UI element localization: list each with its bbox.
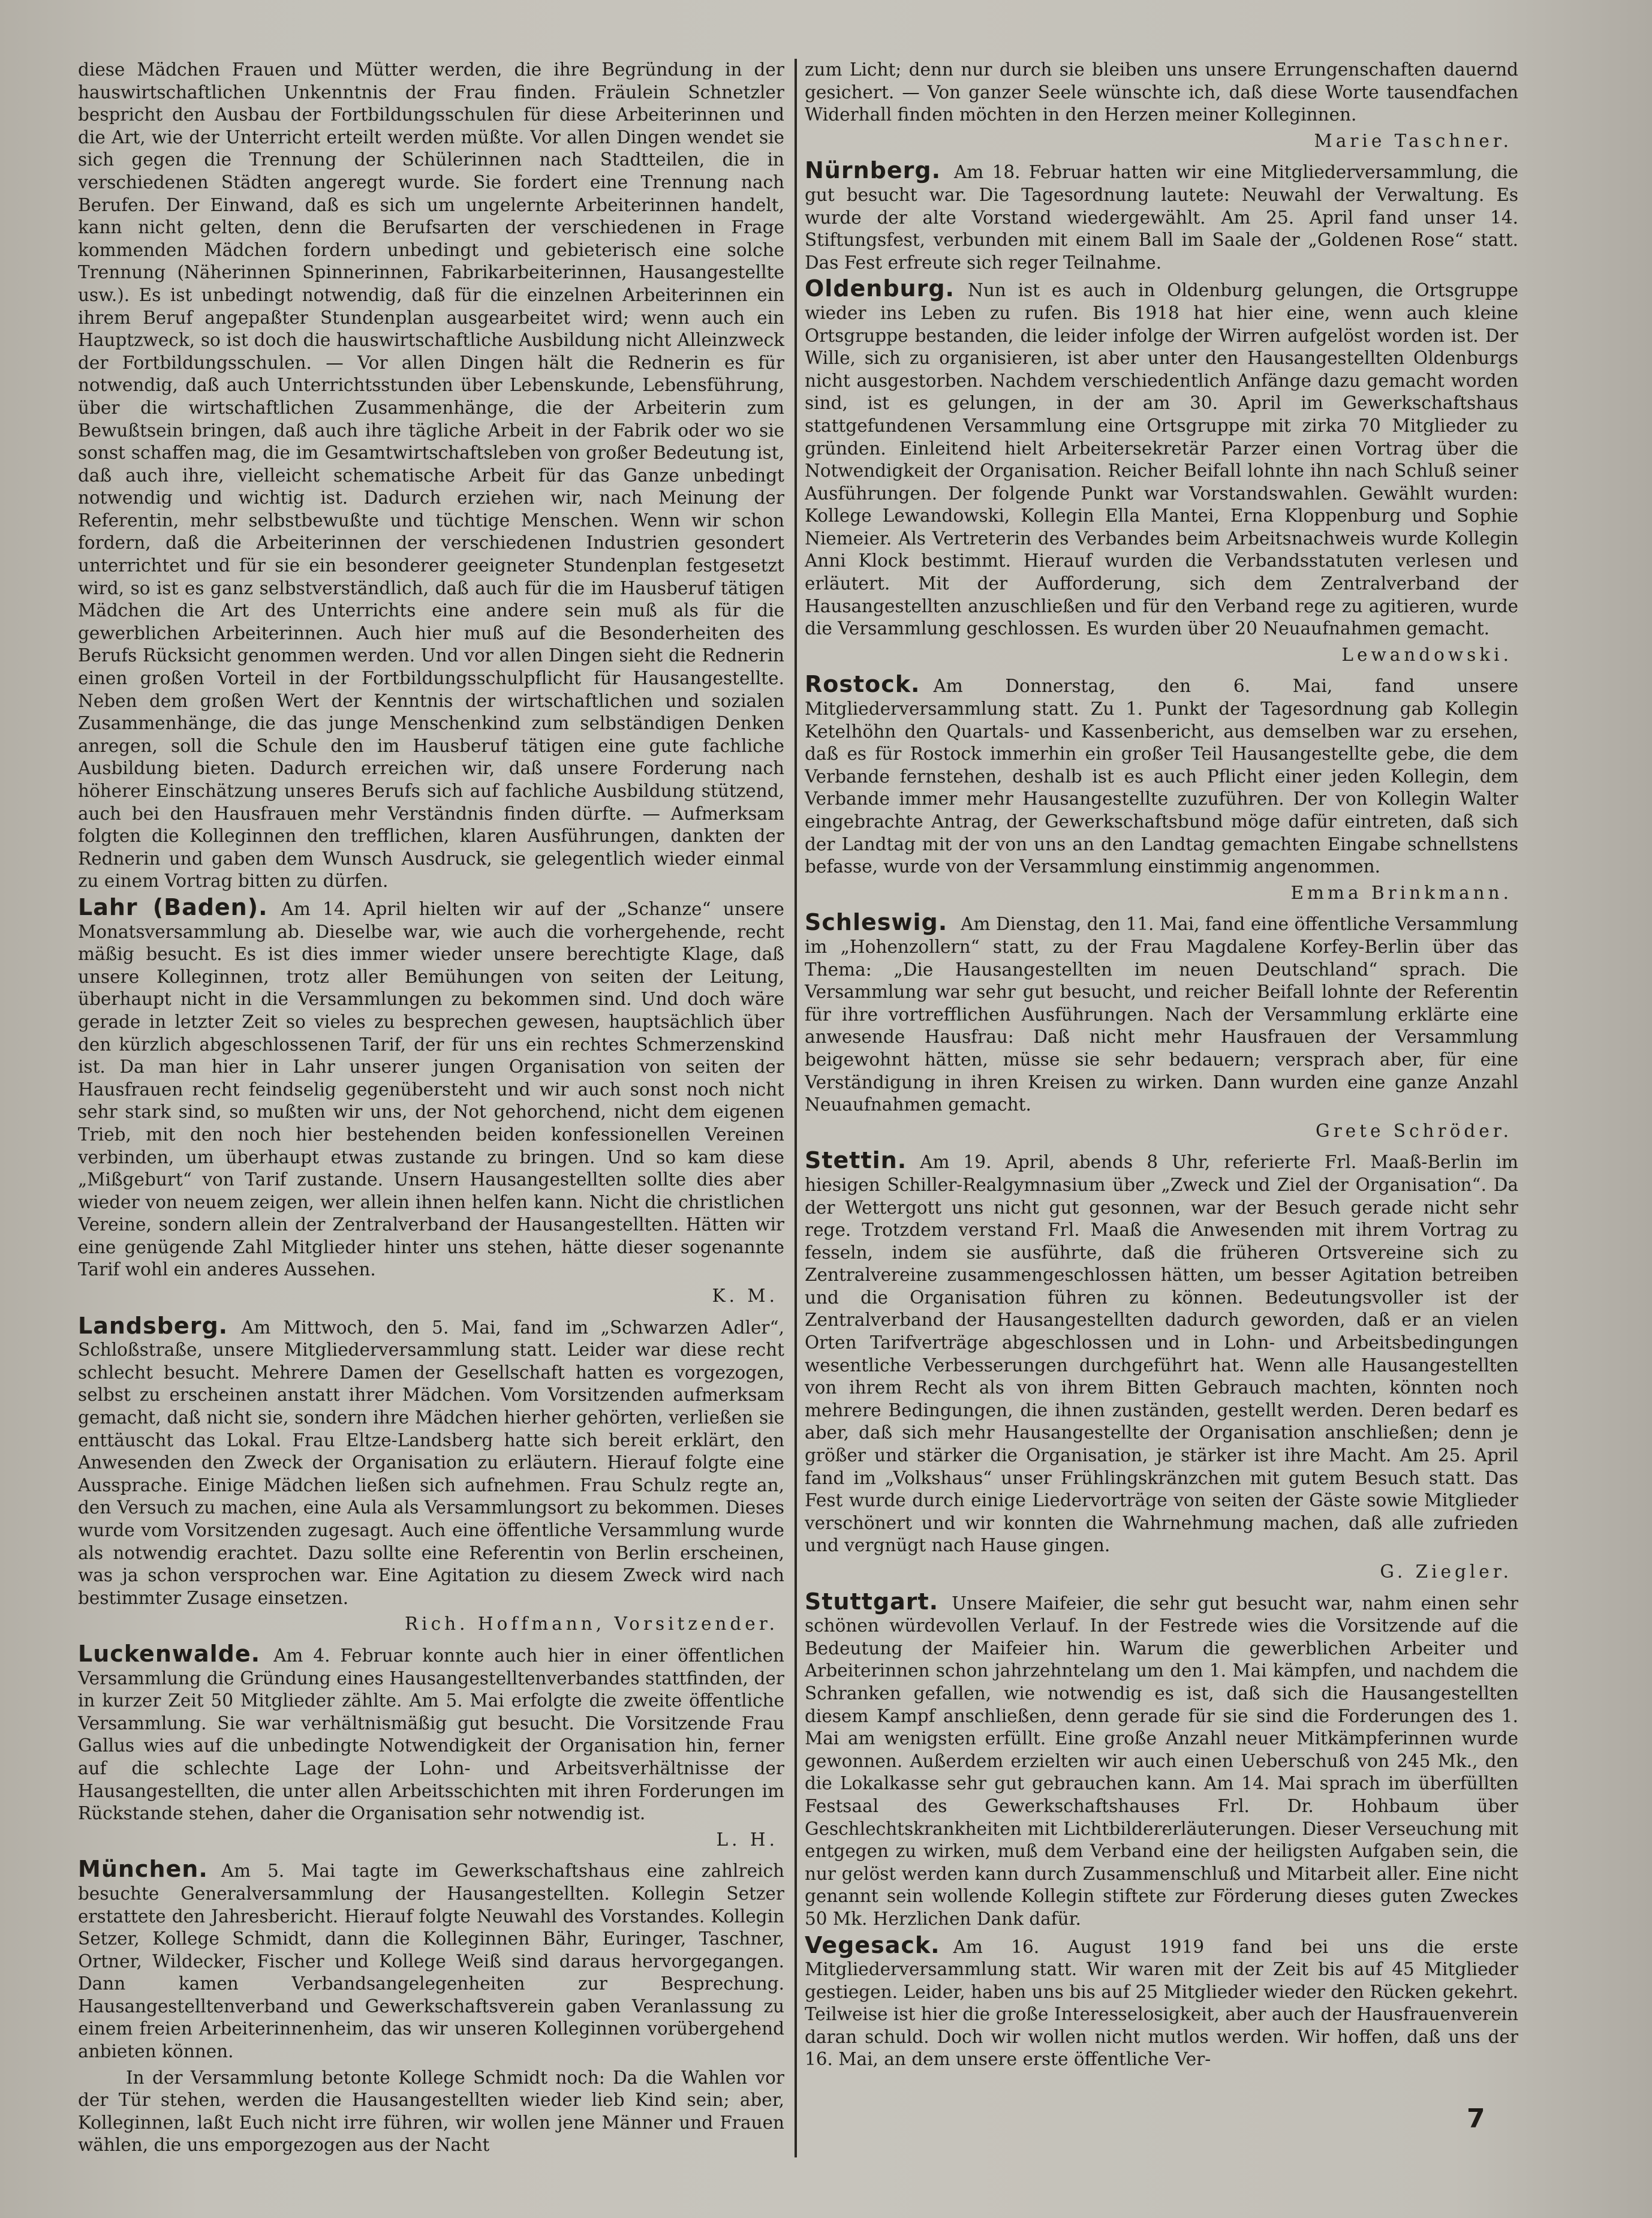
report-signature: G. Ziegler. — [1380, 1561, 1512, 1582]
report-heading: Schleswig. — [805, 909, 948, 936]
continuation-signature: Marie Taschner. — [1314, 130, 1512, 151]
report-rostock — [805, 673, 1518, 904]
report-heading: Landsberg. — [78, 1312, 228, 1339]
report-heading: Stettin. — [805, 1147, 907, 1174]
report-oldenburg — [805, 275, 1518, 666]
report-text: Am 18. Februar hatten wir eine Mitgliederversammlung, die gut besucht war. Die Tagesordnung lautete: Neuwahl der Verwaltung. Es wurde der alte Vorstand wiedergewählt. Am 25. April fand unser 14. Stiftungsfest, verbunden mit einem Ball im Saale der „Goldenen Rose“ statt. Das Fest erfreute sich reger Teilnahme. — [805, 162, 1518, 273]
report-luckenwalde — [78, 1640, 784, 1851]
report-text: Am Donnerstag, den 6. Mai, fand unsere Mitgliederversammlung statt. Zu 1. Punkt der Tagesordnung gab Kollegin Ketelhöhn den Quartals- und Kassenbericht, aus demselben war zu ersehen, daß es für Rostock immerhin ein großer Teil Hausangestellte gebe, die dem Verbande fernstehen, deshalb ist es auch Pflicht einer jeden Kollegin, dem Verbande immer mehr Hausangestellte zuzuführen. Der von Kollegin Walter eingebrachte Antrag, der Gewerkschaftsbund möge dafür eintreten, daß sich der Landtag mit der von uns an den Landtag gemachten Eingabe schnellstens befasse, wurde von der Versammlung einstimmig angenommen. — [805, 676, 1518, 877]
report-signature: L. H. — [716, 1829, 778, 1850]
report-signature: Rich. Hoffmann, Vorsitzender. — [404, 1614, 778, 1635]
report-text: Am 5. Mai tagte im Gewerkschaftshaus eine zahlreich besuchte Generalversammlung der Hausangestellten. Kollegin Setzer erstattete den Jahresbericht. Hierauf folgte Neuwahl des Vorstandes. Kollegin Setzer, Kollege Schmidt, dann die Kolleginnen Bähr, Euringer, Taschner, Ortner, Wildecker, Fischer und Kollege Weiß sind daraus hervorgegangen. Dann kamen Verbandsangelegenheiten zur Besprechung. Hausangestelltenverband und Gewerkschaftsverein gaben Veranlassung zu einem freien Arbeiterinnenheim, das wir unseren Kolleginnen vorübergehend anbieten können. — [78, 1861, 784, 2062]
report-heading: Lahr (Baden). — [78, 893, 268, 920]
report-heading: Nürnberg. — [805, 157, 941, 184]
report-signature: Grete Schröder. — [1316, 1120, 1512, 1141]
report-text: Am Mittwoch, den 5. Mai, fand im „Schwarzen Adler“, Schloßstraße, unsere Mitgliederversammlung statt. Leider war diese recht schlecht besucht. Mehrere Damen der Gesellschaft hatten es vorgezogen, selbst zu erscheinen anstatt ihrer Mädchen. Vom Vorsitzenden aufmerksam gemacht, daß nicht sie, sondern ihre Mädchen hierher gehörten, verließen sie enttäuscht das Lokal. Frau Eltze-Landsberg hatte sich bereit erklärt, den Anwesenden den Zweck der Organisation zu erläutern. Hierauf folgte eine Aussprache. Einige Mädchen ließen sich aufnehmen. Frau Schulz regte an, den Versuch zu machen, eine Aula als Versammlungsort zu bekommen. Dieses wurde vom Vorsitzenden zugesagt. Auch eine öffentliche Versammlung wurde als notwendig erachtet. Dazu sollte eine Referentin von Berlin erscheinen, was ja schon versprochen war. Eine Agitation zu diesem Zweck wird nach bestimmter Zusage einsetzen. — [78, 1317, 784, 1608]
report-text: Unsere Maifeier, die sehr gut besucht war, nahm einen sehr schönen würdevollen Verlauf. In der Festrede wies die Vorsitzende auf die Bedeutung der Maifeier hin. Warum die gewerblichen Arbeiter und Arbeiterinnen schon jahrzehntelang um den 1. Mai kämpfen, und nachdem die Schranken gefallen, wie notwendig es ist, daß sich die Hausangestellten diesem Kampf anschließen, denn gerade für sie sind die Forderungen des 1. Mai am wenigsten erfüllt. Eine große Anzahl neuer Mitkämpferinnen wurde gewonnen. Außerdem erzielten wir auch einen Ueberschuß von 245 Mk., den die Lokalkasse sehr gut gebrauchen kann. Am 14. Mai sprach im überfüllten Festsaal des Gewerkschaftshauses Frl. Dr. Hohbaum über Geschlechtskrankheiten mit Lichtbildererläuterungen. Dieser Verseuchung mit entgegen zu wirken, muß dem Verband eine der heiligsten Aufgaben sein, die nur gelöst werden kann durch Zusammenschluß und Mitarbeit aller. Eine nicht genannt sein wollende Kollegin stiftete zur Förderung dieses guten Zweckes 50 Mk. Herzlichen Dank dafür. — [805, 1593, 1518, 1929]
report-signature: Lewandowski. — [1341, 644, 1512, 665]
report-text: Am 19. April, abends 8 Uhr, referierte Frl. Maaß-Berlin im hiesigen Schiller-Realgymnasium über „Zweck und Ziel der Organisation“. Da der Wettergott uns nicht gut gesonnen, war der Besuch gerade nicht sehr rege. Trotzdem verstand Frl. Maaß die Anwesenden mit ihrem Vortrag zu fesseln, indem sie ausführte, daß die früheren Ortsvereine sich zu Zentralvereine zusammengeschlossen hätten, um besser Agitation betreiben und die Organisation führen zu können. Bedeutungsvoller ist der Zentralverband der Hausangestellten dadurch geworden, daß er an vielen Orten Tarifverträge abgeschlossen und in Lohn- und Arbeitsbedingungen wesentliche Verbesserungen durchgeführt hat. Wenn alle Hausangestellten von ihrem Recht als von ihrem Bitten Gebrauch machten, könnten noch mehrere Bedingungen, die ihnen zuständen, gestellt werden. Deren bedarf es aber, daß sich mehr Hausangestellte der Organisation anschließen; denn je größer und stärker die Organisation, je stärker ist ihre Macht. Am 25. April fand im „Volkshaus“ unser Frühlingskränzchen mit gutem Besuch statt. Das Fest wurde durch einige Liedervorträge von seiten der Gäste sowie Mitglieder verschönert und wir konnten die Wahrnehmung machen, daß alle zufrieden und vergnügt nach Hause gingen. — [805, 1152, 1518, 1556]
report-heading: Luckenwalde. — [78, 1640, 261, 1667]
report-heading: Oldenburg. — [805, 275, 955, 302]
report-stuttgart — [805, 1588, 1518, 1931]
report-heading: Vegesack. — [805, 1931, 940, 1958]
report-text: Am 14. April hielten wir auf der „Schanze“ unsere Monatsversammlung ab. Dieselbe war, wie auch die vorhergehende, recht mäßig besucht. Es ist dies immer wieder unsere berechtigte Klage, daß unsere Kolleginnen, trotz aller Bemühungen von seiten der Leitung, überhaupt nicht in die Versammlungen zu bekommen sind. Und doch wäre gerade in letzter Zeit so vieles zu besprechen gewesen, hauptsächlich über den kürzlich abgeschlossenen Tarif, der für uns ein rechtes Schmerzenskind ist. Da man hier in Lahr unserer jungen Organisation von seiten der Hausfrauen recht feindselig gegenübersteht und wir auch sonst noch nicht sehr stark sind, so mußten wir uns, der Not gehorchend, nicht dem eigenen Trieb, mit den noch hier bestehenden beiden konfessionellen Vereinen verbinden, um überhaupt etwas zustande zu bringen. Und so kam diese „Mißgeburt“ von Tarif zustande. Unsern Hausangestellten sollte dies aber wieder von neuem zeigen, wer allein ihnen helfen kann. Nicht die christlichen Vereine, sondern allein der Zentralverband der Hausangestellten. Hätten wir eine genügende Zahl Mitglieder hinter uns stehen, hätte dieser sogenannte Tarif wohl ein anderes Aussehen. — [78, 898, 784, 1280]
report-nuernberg — [805, 159, 1518, 274]
report-muenchen — [78, 1858, 784, 2157]
report-text: Am Dienstag, den 11. Mai, fand eine öffentliche Versammlung im „Hohenzollern“ statt, zu der Frau Magdalene Korfey-Berlin über das Thema: „Die Hausangestellten im neuen Deutschland“ sprach. Die Versammlung war sehr gut besucht, und reicher Beifall lohnte der Referentin für ihre vortrefflichen Ausführungen. Nach der Versammlung erklärte eine anwesende Hausfrau: Daß nicht mehr Hausfrauen der Versammlung beigewohnt hätten, müsse sie sehr bedauern; versprach aber, für eine Verständigung in ihren Kreisen zu wirken. Dann wurden eine ganze Anzahl Neuaufnahmen gemacht. — [805, 914, 1518, 1115]
report-heading: Rostock. — [805, 671, 920, 698]
report-text: Nun ist es auch in Oldenburg gelungen, die Ortsgruppe wieder ins Leben zu rufen. Bis 1918 hat hier eine, wenn auch kleine Ortsgruppe bestanden, die leider infolge der Wirren aufgelöst worden ist. Der Wille, sich zu organisieren, ist aber unter den Hausangestellten Oldenburgs nicht ausgestorben. Nachdem verschiedentlich Anfänge dazu gemacht worden sind, ist es gelungen, in der am 30. April im Gewerkschaftshaus stattgefundenen Versammlung eine Ortsgruppe mit zirka 70 Mitglieder zu gründen. Einleitend hielt Arbeitersekretär Parzer einen Vortrag über die Notwendigkeit der Organisation. Reicher Beifall lohnte ihn nach Schluß seiner Ausführungen. Der folgende Punkt war Vorstandswahlen. Gewählt wurden: Kollege Lewandowski, Kollegin Ella Mantei, Erna Kloppenburg und Sophie Niemeier. Als Vertreterin des Verbandes beim Arbeitsnachweis wurde Kollegin Anni Klock bestimmt. Hierauf wurden die Verbandsstatuten verlesen und erläutert. Mit der Aufforderung, sich dem Zentralverband der Hausangestellten anzuschließen und für den Verband rege zu agitieren, wurde die Versammlung geschlossen. Es wurden über 20 Neuaufnahmen gemacht. — [805, 280, 1518, 639]
report-heading: München. — [78, 1856, 208, 1883]
report-landsberg — [78, 1312, 784, 1636]
report-signature: Emma Brinkmann. — [1290, 882, 1512, 903]
right-column — [805, 59, 1518, 2139]
report-vegesack — [805, 1931, 1518, 2072]
report-lahr — [78, 893, 784, 1308]
report-text: Am 16. August 1919 fand bei uns die erste Mitgliederversammlung statt. Wir waren mit der Zeit bis auf 45 Mitglieder gestiegen. Leider, haben uns bis auf 25 Mitglieder wieder den Rücken gekehrt. Teilweise ist hier die große Interesselosigkeit, aber auch der Hausfrauenverein daran schuld. Doch wir wollen nicht mutlos werden. Wir hoffen, daß uns der 16. Mai, an dem unsere erste öffentliche Ver- — [805, 1936, 1518, 2070]
continuation-paragraph: zum Licht; denn nur durch sie bleiben uns unsere Errungenschaften dauernd gesichert. — Von ganzer Seele wünschte ich, daß diese Worte tausendfachen Widerhall finden möchten in den Herzen meiner Kolleginnen. — [805, 59, 1518, 125]
report-stettin — [805, 1149, 1518, 1583]
left-column — [78, 59, 784, 2156]
intro-paragraph: diese Mädchen Frauen und Mütter werden, die ihre Begründung in der hauswirtschaftlichen Unkenntnis der Frau finden. Fräulein Schnetzler bespricht den Ausbau der Fortbildungsschulen für diese Arbeiterinnen und die Art, wie der Unterricht erteilt werden müßte. Vor allen Dingen wendet sie sich gegen die Trennung der Schülerinnen nach Stadtteilen, die in verschiedenen Städten angeregt wurde. Sie fordert eine Trennung nach Berufen. Der Einwand, daß es sich um ungelernte Arbeiterinnen handelt, kann nicht gelten, denn die Berufsarten der verschiedenen in Frage kommenden Mädchen fordern unbedingt und gebieterisch eine solche Trennung (Näherinnen Spinnerinnen, Fabrikarbeiterinnen, Hausangestellte usw.). Es ist unbedingt notwendig, daß für die einzelnen Arbeiterinnen ein ihrem Beruf angepaßter Stundenplan ausgearbeitet wird; wenn auch ein Hauptzweck, so ist doch die hauswirtschaftliche Ausbildung nicht Alleinzweck der Fortbildungsschulen. — Vor allen Dingen hält die Rednerin es für notwendig, daß auch Unterrichtsstunden über Lebenskunde, Lebensführung, über die wirtschaftlichen Zusammenhänge, die der Arbeiterin zum Bewußtsein bringen, daß auch ihre tägliche Arbeit in der Fabrik oder wo sie sonst schaffen mag, die im Gesamtwirtschaftsleben von großer Bedeutung ist, daß auch ihre, vielleicht schematische Arbeit für das Ganze unbedingt notwendig und wichtig ist. Dadurch erziehen wir, nach Meinung der Referentin, mehr selbstbewußte und tüchtige Menschen. Wenn wir schon fordern, daß die Arbeiterinnen der verschiedenen Industrien gesondert unterrichtet und für sie ein besonderer geeigneter Stundenplan festgesetzt wird, so ist es ganz selbstverständlich, daß auch für die im Hausberuf tätigen Mädchen die Art des Unterrichts eine andere sein muß als für die gewerblichen Arbeiterinnen. Auch hier muß auf die Besonderheiten des Berufs Rücksicht genommen werden. Und vor allen Dingen sieht die Rednerin einen großen Vorteil in der Fortbildungsschulpflicht für Hausangestellte. Neben dem großen Wert der Kenntnis der wirtschaftlichen und sozialen Zusammenhänge, die das junge Menschenkind zum selbständigen Denken anregen, soll die Schule den im Hausberuf tätigen eine gute fachliche Ausbildung bieten. Dadurch erreichen wir, daß unsere Forderung nach höherer Einschätzung unseres Berufs sich auf fachliche Ausbildung stützend, auch bei den Hausfrauen mehr Verständnis finden dürfte. — Aufmerksam folgten die Kolleginnen den trefflichen, klaren Ausführungen, dankten der Rednerin und gaben dem Wunsch Ausdruck, sie gelegentlich wieder einmal zu einem Vortrag bitten zu dürfen. — [78, 59, 784, 892]
report-text: Am 4. Februar konnte auch hier in einer öffentlichen Versammlung die Gründung eines Hausangestelltenverbandes stattfinden, der in kurzer Zeit 50 Mitglieder zählte. Am 5. Mai erfolgte die zweite öffentliche Versammlung. Sie war verhältnismäßig gut besucht. Die Vorsitzende Frau Gallus wies auf die unbedingte Notwendigkeit der Organisation hin, ferner auf die schlechte Lage der Lohn- und Arbeitsverhältnisse der Hausangestellten, die unter allen Arbeitsschichten mit ihren Forderungen im Rückstande stehen, daher die Organisation sehr notwendig ist. — [78, 1645, 784, 1824]
page-number: 7 — [1467, 2103, 1485, 2134]
report-schleswig — [805, 911, 1518, 1142]
column-divider — [795, 59, 797, 2157]
report-text-continued: In der Versammlung betonte Kollege Schmidt noch: Da die Wahlen vor der Tür stehen, werden die Hausangestellten wieder lieb Kind sein; aber, Kolleginnen, laßt Euch nicht irre führen, wir wollen jene Männer und Frauen wählen, die uns emporgezogen aus der Nacht — [78, 2067, 784, 2156]
report-signature: K. M. — [712, 1286, 778, 1307]
report-heading: Stuttgart. — [805, 1588, 939, 1615]
